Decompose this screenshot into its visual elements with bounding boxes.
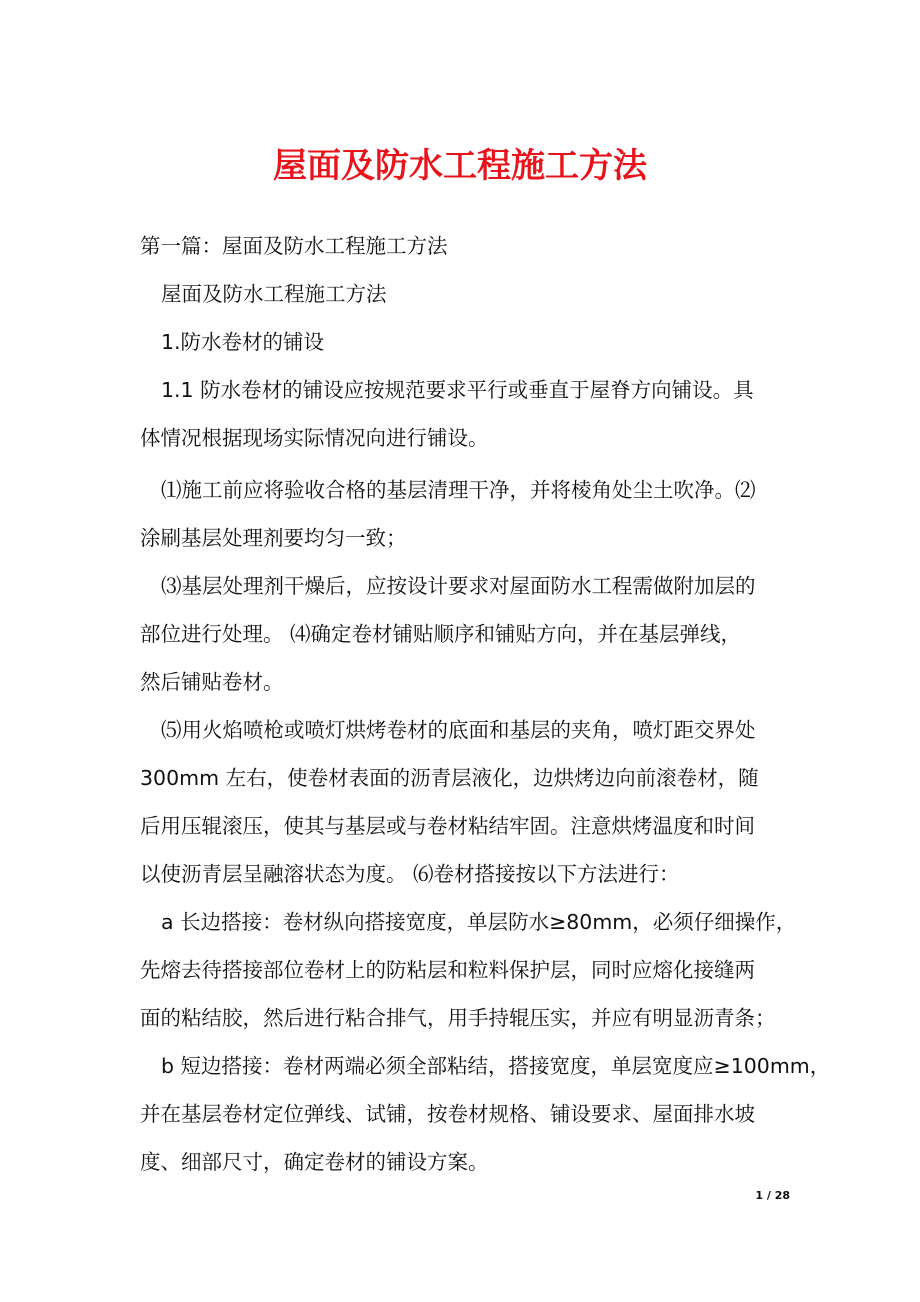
paragraph-line: 1.1 防水卷材的铺设应按规范要求平行或垂直于屋脊方向铺设。具: [161, 378, 754, 402]
paragraph-line: 300mm 左右，使卷材表面的沥青层液化，边烘烤边向前滚卷材，随: [140, 766, 759, 790]
paragraph-line: 先熔去待搭接部位卷材上的防粘层和粒料保护层，同时应熔化接缝两: [140, 958, 755, 982]
paragraph-line: a 长边搭接：卷材纵向搭接宽度，单层防水≥80mm，必须仔细操作，: [161, 910, 797, 934]
paragraph-line: ⑸用火焰喷枪或喷灯烘烤卷材的底面和基层的夹角，喷灯距交界处: [161, 718, 756, 742]
paragraph-line: 度、细部尺寸，确定卷材的铺设方案。: [140, 1150, 489, 1174]
paragraph-line: 并在基层卷材定位弹线、试铺，按卷材规格、铺设要求、屋面排水坡: [140, 1102, 755, 1126]
paragraph-line: 部位进行处理。 ⑷确定卷材铺贴顺序和铺贴方向，并在基层弹线，: [140, 622, 742, 646]
paragraph-line: b 短边搭接：卷材两端必须全部粘结，搭接宽度，单层宽度应≥100mm，: [161, 1054, 831, 1078]
paragraph-line: 体情况根据现场实际情况向进行铺设。: [140, 426, 489, 450]
paragraph-line: 后用压辊滚压，使其与基层或与卷材粘结牢固。注意烘烤温度和时间: [140, 814, 755, 838]
document-title: 屋面及防水工程施工方法: [273, 146, 647, 186]
page-number: 1 / 28: [755, 1189, 790, 1202]
section-heading: 第一篇：屋面及防水工程施工方法: [140, 234, 448, 258]
paragraph-line: 涂刷基层处理剂要均匀一致；: [140, 526, 407, 550]
paragraph-line: 以使沥青层呈融溶状态为度。 ⑹卷材搭接按以下方法进行：: [140, 862, 680, 886]
subtitle: 屋面及防水工程施工方法: [161, 282, 387, 306]
paragraph-line: ⑴施工前应将验收合格的基层清理干净，并将棱角处尘土吹净。⑵: [161, 478, 756, 502]
paragraph-line: 面的粘结胶，然后进行粘合排气，用手持辊压实，并应有明显沥青条；: [140, 1006, 776, 1030]
paragraph-line: ⑶基层处理剂干燥后，应按设计要求对屋面防水工程需做附加层的: [161, 574, 756, 598]
heading-1: 1.防水卷材的铺设: [161, 330, 325, 354]
paragraph-line: 然后铺贴卷材。: [140, 670, 284, 694]
